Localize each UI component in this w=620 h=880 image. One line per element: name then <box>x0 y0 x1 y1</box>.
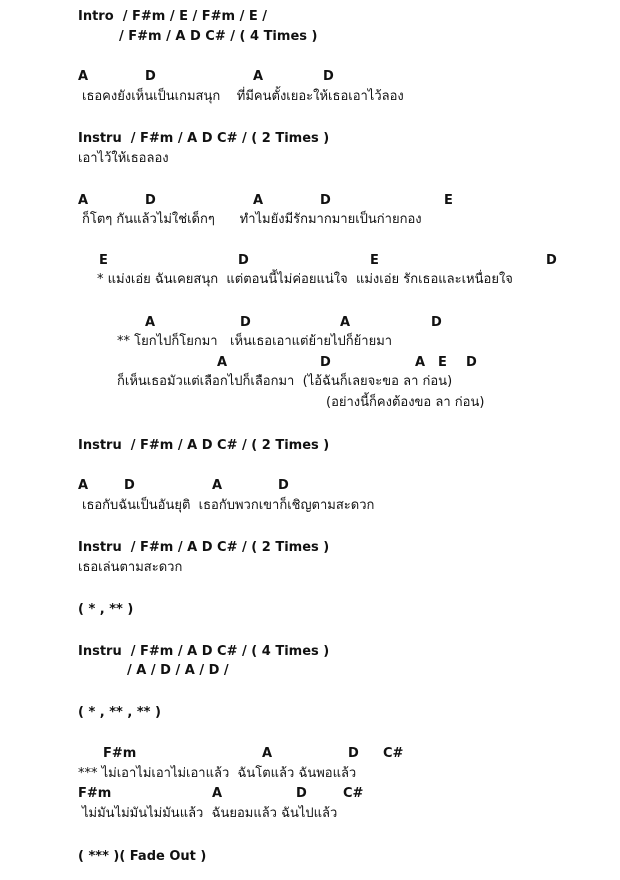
chord: E <box>438 355 447 370</box>
lyric-line: (อย่างนี้ก็คงต้องขอ ลา ก่อน) <box>326 395 485 410</box>
lyric-line: ** โยกไปก็โยกมา เห็นเธอเอาแต่ย้ายไปก็ย้ายมา <box>117 334 393 349</box>
lyric-line: เธอคงยังเห็นเป็นเกมสนุก ที่มีคนตั้งเยอะให้เธอเอาไว้ลอง <box>82 89 404 104</box>
chord: D <box>320 193 331 208</box>
repeat-marker: ( * , ** , ** ) <box>78 705 161 720</box>
lyric-line: เอาไว้ให้เธอลอง <box>78 151 169 166</box>
chord: F#m <box>78 786 112 801</box>
repeat-marker: ( * , ** ) <box>78 602 134 617</box>
chord: D <box>323 69 334 84</box>
lyric-line: ก็โตๆ กันแล้วไม่ใช่เด็กๆ ทำไมยังมีรักมากมายเป็นก่ายกอง <box>82 212 422 227</box>
instru-line-2: / A / D / A / D / <box>127 663 229 678</box>
ending-marker: ( *** )( Fade Out ) <box>78 849 207 864</box>
chord: A <box>262 746 273 761</box>
chord: D <box>238 253 249 268</box>
lyric-line: ก็เห็นเธอมัวแต่เลือกไปก็เลือกมา (ไอ้ฉันก็เลยจะขอ ลา ก่อน) <box>117 374 453 389</box>
chord: D <box>296 786 307 801</box>
chord: D <box>348 746 359 761</box>
chord: F#m <box>103 746 137 761</box>
chord: A <box>212 478 223 493</box>
chord: D <box>466 355 477 370</box>
chord: D <box>145 69 156 84</box>
chord: A <box>217 355 228 370</box>
chord: C# <box>383 746 404 761</box>
chord: E <box>99 253 108 268</box>
lyric-line: * แม่งเอ่ย ฉันเคยสนุก แต่ตอนนี้ไม่ค่อยแน่ใจ แม่งเอ่ย รักเธอและเหนื่อยใจ <box>97 272 513 287</box>
lyric-line: *** ไม่เอาไม่เอาไม่เอาแล้ว ฉันโตแล้ว ฉันพอแล้ว <box>78 766 357 781</box>
chord: D <box>240 315 251 330</box>
chord: D <box>320 355 331 370</box>
chord: A <box>415 355 426 370</box>
chord: E <box>444 193 453 208</box>
chord: D <box>145 193 156 208</box>
chord: A <box>253 193 264 208</box>
instru-line: Instru / F#m / A D C# / ( 4 Times ) <box>78 644 330 659</box>
chord: D <box>124 478 135 493</box>
lyric-line: เธอเล่นตามสะดวก <box>78 560 183 575</box>
intro-line-2: / F#m / A D C# / ( 4 Times ) <box>119 29 318 44</box>
chord: A <box>78 478 89 493</box>
chord: A <box>78 69 89 84</box>
chord: A <box>212 786 223 801</box>
chord: D <box>546 253 557 268</box>
lyric-line: เธอกับฉันเป็นอันยุติ เธอกับพวกเขาก็เชิญตามสะดวก <box>82 498 375 513</box>
chord: D <box>431 315 442 330</box>
chord: A <box>340 315 351 330</box>
instru-line: Instru / F#m / A D C# / ( 2 Times ) <box>78 540 330 555</box>
intro-line-1: Intro / F#m / E / F#m / E / <box>78 9 268 24</box>
chord: A <box>253 69 264 84</box>
instru-line: Instru / F#m / A D C# / ( 2 Times ) <box>78 131 330 146</box>
chord: A <box>145 315 156 330</box>
chord: A <box>78 193 89 208</box>
lyric-line: ไม่มันไม่มันไม่มันแล้ว ฉันยอมแล้ว ฉันไปแล้ว <box>82 806 338 821</box>
chord: D <box>278 478 289 493</box>
chord: E <box>370 253 379 268</box>
instru-line: Instru / F#m / A D C# / ( 2 Times ) <box>78 438 330 453</box>
chord: C# <box>343 786 364 801</box>
